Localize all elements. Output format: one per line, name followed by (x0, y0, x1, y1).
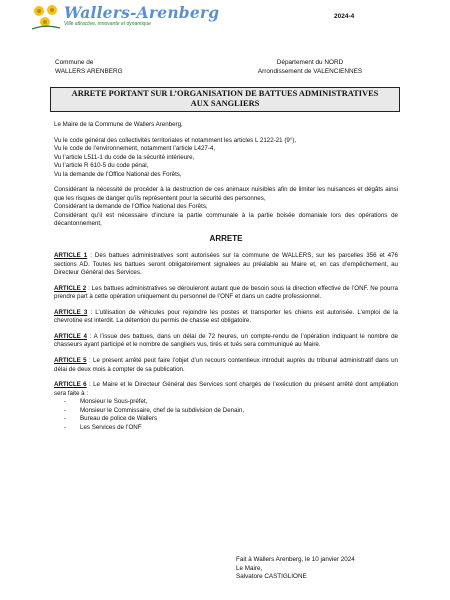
logo (30, 2, 220, 42)
decree-title-line2: AUX SANGLIERS (190, 98, 260, 108)
considerant-line: Considérant la demande de l’Office National des Forêts, (54, 203, 208, 211)
vu-line: Vu l’article L511-1 du code de la sécurité intérieure, (54, 153, 195, 161)
list-item: - Monsieur le Sous-préfet, (54, 398, 398, 407)
list-item: - Monsieur le Commissaire, chef de la subdivision de Denain, (54, 407, 398, 416)
article-label: ARTICLE 3 (54, 308, 88, 316)
vu-line: Vu le code de l’environnement, notamment l’article L427-4, (54, 145, 216, 153)
article-text: : A l’issue des battues, dans un délai de 72 heures, un compte-rendu de l’opération indiquant le nombre de chasseurs ayant participé et le nombre de sangliers vus, tirés et tués sera communiqué au Maire. (54, 332, 398, 349)
logo-tagline: Ville attractive, innovante et dynamique (64, 21, 151, 27)
department-address (240, 59, 380, 77)
preamble-intro: Le Maire de la Commune de Wallers Arenberg, (54, 121, 183, 128)
article-label: ARTICLE 6 (54, 381, 87, 389)
signature-block (236, 556, 355, 582)
article-2 (54, 285, 398, 302)
reference-number: 2024-4 (334, 13, 355, 20)
vu-line: Vu la demande de l’Office National des Forêts, (54, 170, 182, 178)
decree-title-line1: ARRETE PORTANT SUR L’ORGANISATION DE BATTUES ADMINISTRATIVES (71, 89, 379, 98)
decree-title (50, 87, 400, 112)
commune-name: WALLERS ARENBERG (55, 67, 123, 75)
commune-label: Commune de (55, 59, 94, 66)
signature-place-date: Fait à Wallers Arenberg, le 10 janvier 2024 (236, 556, 355, 563)
commune-address (55, 59, 123, 77)
article-text: : L’utilisation de véhicules pour rejoindre les postes et transporter les chiens est autorisée. L’emploi de la chevrotine est interdit. La détention du permis de chasse est obligatoire. (54, 308, 398, 325)
considerant-line: Considérant qu’il est nécessaire d’inclure la partie communale à la partie boisée domaniale lors des opérations de décantonnement, (54, 211, 398, 228)
list-item: - Bureau de police de Wallers (54, 415, 398, 424)
article-1 (54, 252, 398, 278)
signature-role: Le Maire, (236, 564, 263, 572)
article-text: : Le présent arrêté peut faire l’objet d’un recours contentieux introduit auprès du tribunal administratif dans un délai de deux mois à compter de sa publication. (54, 356, 398, 373)
article-text: : Le Maire et le Directeur Général des Services sont chargés de l’exécution du présent arrêté dont ampliation sera faite à : (54, 381, 398, 397)
article-label: ARTICLE 2 (54, 284, 87, 292)
article-text: : Les battues administratives se dérouleront autant que de besoin sous la direction effective de l’ONF. Ne pourra prendre part à cette opération uniquement du personnel de l’ONF et dans un cadre professionnel. (54, 284, 398, 301)
article-label: ARTICLE 4 (54, 332, 87, 340)
signature-name: Salvatore CASTIGLIONE (236, 573, 307, 581)
considerant-line: Considérant la nécessité de procéder à la destruction de ces animaux nuisibles afin de limiter les nuisances et dégâts ainsi que les risques de danger qu’ils représentent pour la sécurité des personnes, (54, 186, 398, 202)
article-5 (54, 357, 398, 374)
document-body (54, 121, 398, 432)
vu-line: Vu le code général des collectivités territoriales et notamment les articles L 2122-21 (9°), (54, 136, 297, 144)
article-4 (54, 333, 398, 350)
article-label: ARTICLE 5 (54, 356, 87, 364)
arenberg-flowers-icon (30, 2, 62, 32)
article-3 (54, 309, 398, 326)
arrondissement-name: Arrondissement de VALENCIENNES (257, 67, 363, 75)
article-6 (54, 381, 398, 398)
article-label: ARTICLE 1 (54, 252, 88, 260)
article-text: : Des battues administratives sont autorisées sur la commune de WALLERS, sur les parcelles 356 et 476 sections AD. Toutes les battues seront obligatoirement signalées au préalable au Maire et, en cas d’empêchement, au Directeur Général des Services. (54, 252, 398, 277)
vu-line: Vu l’article R 610-5 du code pénal, (54, 162, 149, 170)
section-title: ARRETE (209, 234, 243, 244)
department-name: Département du NORD (276, 59, 344, 66)
logo-name: Wallers-Arenberg (64, 3, 220, 22)
list-item: - Les Services de l’ONF (54, 424, 398, 433)
recipient-list (54, 398, 398, 432)
